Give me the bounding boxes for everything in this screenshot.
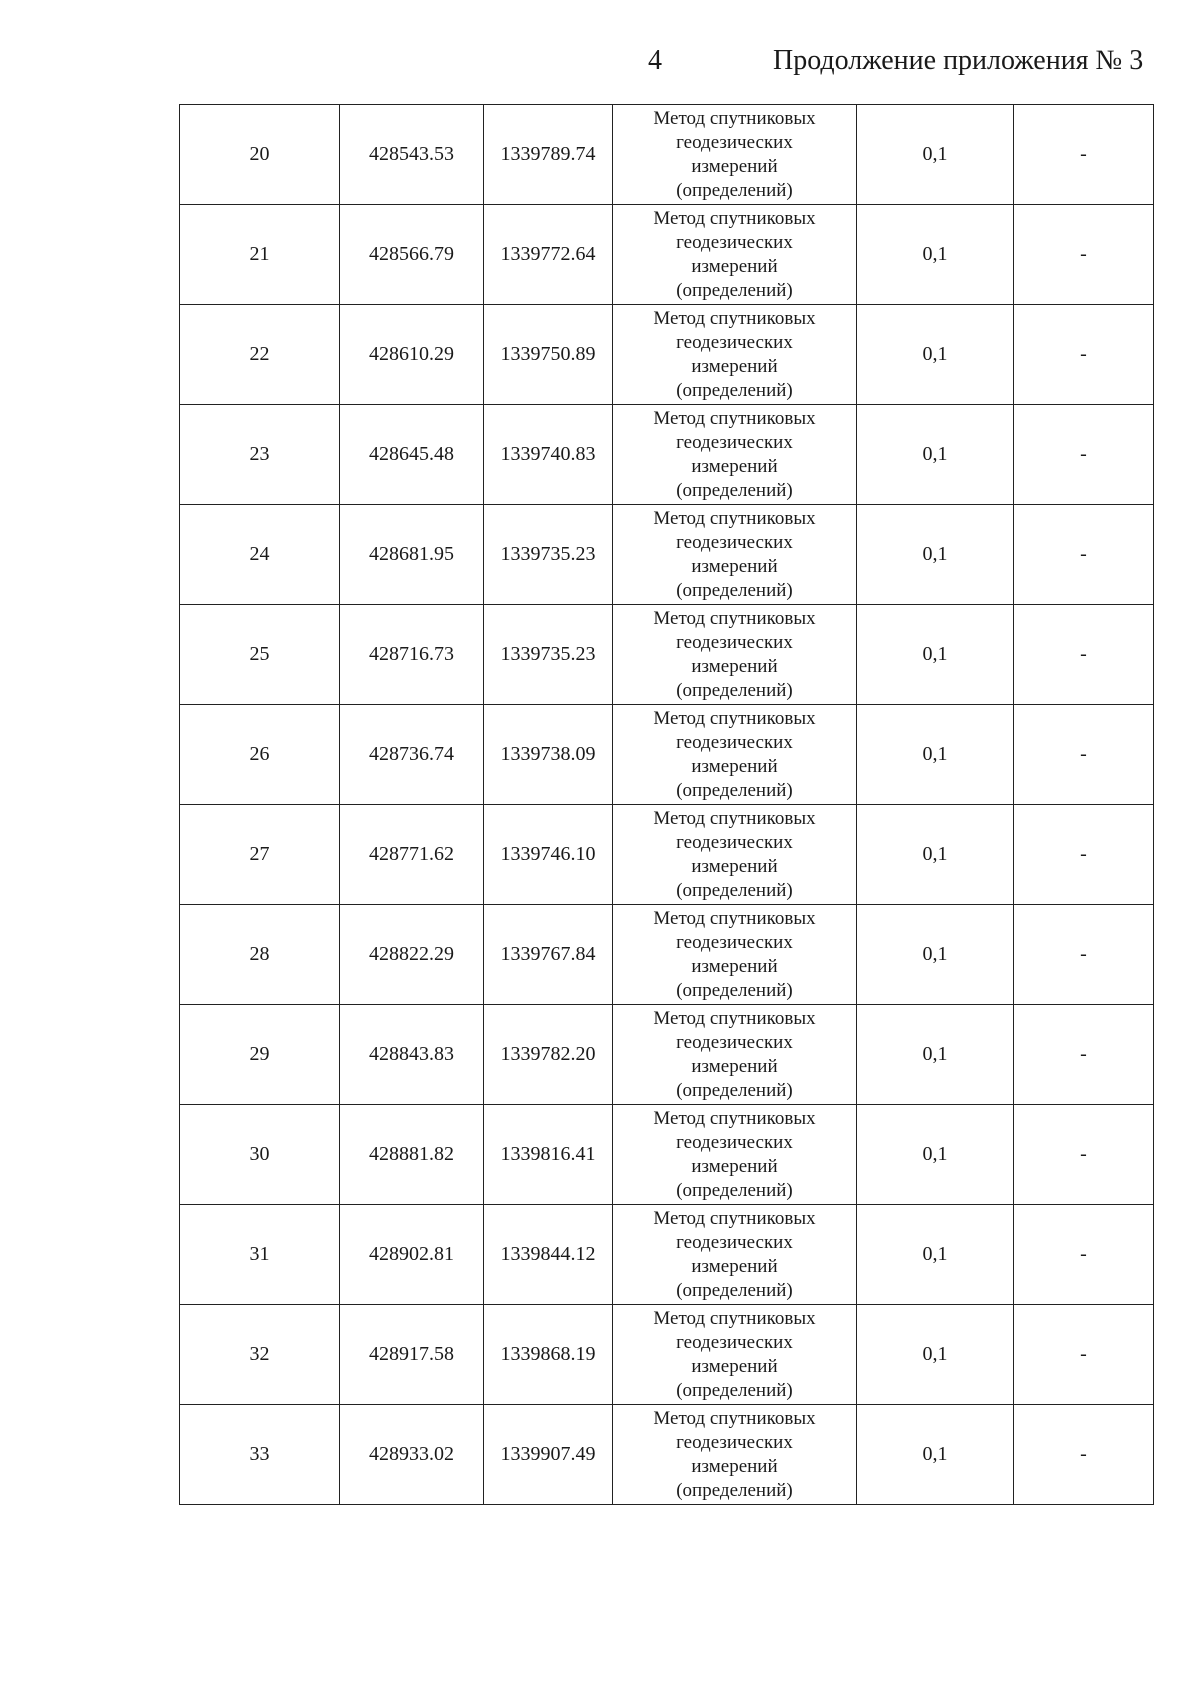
- method-line: измерений: [691, 1055, 778, 1077]
- table-row: [180, 1005, 1154, 1105]
- method-cell: [613, 905, 857, 1005]
- method-line: геодезических: [676, 1331, 793, 1353]
- coordinates-table-body: [180, 105, 1154, 1505]
- note-cell: -: [1014, 105, 1154, 205]
- x-coordinate-cell: 428645.48: [340, 405, 484, 505]
- method-line: геодезических: [676, 331, 793, 353]
- point-number-cell: 33: [180, 1405, 340, 1505]
- method-line: (определений): [676, 179, 793, 201]
- method-line: (определений): [676, 1479, 793, 1501]
- method-line: Метод спутниковых: [653, 1207, 816, 1229]
- x-coordinate-cell: 428771.62: [340, 805, 484, 905]
- y-coordinate-cell: 1339816.41: [484, 1105, 613, 1205]
- point-number-cell: 32: [180, 1305, 340, 1405]
- method-cell: [613, 1005, 857, 1105]
- page-number: 4: [648, 45, 662, 76]
- note-cell: -: [1014, 205, 1154, 305]
- point-number-cell: 22: [180, 305, 340, 405]
- method-line: (определений): [676, 1379, 793, 1401]
- method-line: Метод спутниковых: [653, 507, 816, 529]
- method-line: Метод спутниковых: [653, 1007, 816, 1029]
- method-line: Метод спутниковых: [653, 407, 816, 429]
- x-coordinate-cell: 428681.95: [340, 505, 484, 605]
- method-line: измерений: [691, 455, 778, 477]
- note-cell: -: [1014, 505, 1154, 605]
- point-number-cell: 29: [180, 1005, 340, 1105]
- x-coordinate-cell: 428716.73: [340, 605, 484, 705]
- table-row: [180, 505, 1154, 605]
- table-row: [180, 705, 1154, 805]
- method-line: геодезических: [676, 1231, 793, 1253]
- x-coordinate-cell: 428917.58: [340, 1305, 484, 1405]
- table-row: [180, 605, 1154, 705]
- table-row: [180, 405, 1154, 505]
- table-row: [180, 1305, 1154, 1405]
- method-line: (определений): [676, 479, 793, 501]
- method-cell: [613, 305, 857, 405]
- accuracy-cell: 0,1: [857, 805, 1014, 905]
- accuracy-cell: 0,1: [857, 1205, 1014, 1305]
- x-coordinate-cell: 428902.81: [340, 1205, 484, 1305]
- method-line: измерений: [691, 855, 778, 877]
- method-line: измерений: [691, 955, 778, 977]
- table-row: [180, 1405, 1154, 1505]
- method-line: геодезических: [676, 1131, 793, 1153]
- y-coordinate-cell: 1339907.49: [484, 1405, 613, 1505]
- method-line: Метод спутниковых: [653, 1407, 816, 1429]
- method-line: геодезических: [676, 531, 793, 553]
- y-coordinate-cell: 1339740.83: [484, 405, 613, 505]
- note-cell: -: [1014, 405, 1154, 505]
- table-row: [180, 1205, 1154, 1305]
- accuracy-cell: 0,1: [857, 1105, 1014, 1205]
- x-coordinate-cell: 428566.79: [340, 205, 484, 305]
- method-cell: [613, 1205, 857, 1305]
- method-line: геодезических: [676, 631, 793, 653]
- method-line: измерений: [691, 155, 778, 177]
- y-coordinate-cell: 1339750.89: [484, 305, 613, 405]
- method-line: геодезических: [676, 831, 793, 853]
- method-cell: [613, 105, 857, 205]
- note-cell: -: [1014, 305, 1154, 405]
- table-row: [180, 905, 1154, 1005]
- accuracy-cell: 0,1: [857, 505, 1014, 605]
- y-coordinate-cell: 1339844.12: [484, 1205, 613, 1305]
- accuracy-cell: 0,1: [857, 105, 1014, 205]
- method-line: измерений: [691, 1255, 778, 1277]
- method-line: Метод спутниковых: [653, 207, 816, 229]
- method-line: измерений: [691, 1155, 778, 1177]
- method-cell: [613, 605, 857, 705]
- point-number-cell: 23: [180, 405, 340, 505]
- method-line: измерений: [691, 1355, 778, 1377]
- x-coordinate-cell: 428610.29: [340, 305, 484, 405]
- method-line: (определений): [676, 579, 793, 601]
- method-line: Метод спутниковых: [653, 307, 816, 329]
- method-line: Метод спутниковых: [653, 807, 816, 829]
- method-line: измерений: [691, 655, 778, 677]
- method-line: Метод спутниковых: [653, 907, 816, 929]
- point-number-cell: 25: [180, 605, 340, 705]
- method-line: геодезических: [676, 1031, 793, 1053]
- point-number-cell: 30: [180, 1105, 340, 1205]
- x-coordinate-cell: 428822.29: [340, 905, 484, 1005]
- table-row: [180, 105, 1154, 205]
- y-coordinate-cell: 1339746.10: [484, 805, 613, 905]
- coordinates-table: [179, 104, 1154, 1505]
- method-line: измерений: [691, 255, 778, 277]
- x-coordinate-cell: 428843.83: [340, 1005, 484, 1105]
- accuracy-cell: 0,1: [857, 705, 1014, 805]
- method-line: геодезических: [676, 131, 793, 153]
- note-cell: -: [1014, 705, 1154, 805]
- note-cell: -: [1014, 805, 1154, 905]
- y-coordinate-cell: 1339789.74: [484, 105, 613, 205]
- method-line: геодезических: [676, 931, 793, 953]
- note-cell: -: [1014, 605, 1154, 705]
- method-line: (определений): [676, 1279, 793, 1301]
- x-coordinate-cell: 428736.74: [340, 705, 484, 805]
- y-coordinate-cell: 1339782.20: [484, 1005, 613, 1105]
- accuracy-cell: 0,1: [857, 305, 1014, 405]
- point-number-cell: 27: [180, 805, 340, 905]
- method-line: (определений): [676, 979, 793, 1001]
- point-number-cell: 20: [180, 105, 340, 205]
- note-cell: -: [1014, 1305, 1154, 1405]
- method-cell: [613, 1105, 857, 1205]
- point-number-cell: 24: [180, 505, 340, 605]
- x-coordinate-cell: 428933.02: [340, 1405, 484, 1505]
- method-line: Метод спутниковых: [653, 1107, 816, 1129]
- method-line: (определений): [676, 879, 793, 901]
- y-coordinate-cell: 1339738.09: [484, 705, 613, 805]
- method-line: Метод спутниковых: [653, 107, 816, 129]
- table-row: [180, 205, 1154, 305]
- point-number-cell: 31: [180, 1205, 340, 1305]
- table-row: [180, 805, 1154, 905]
- method-line: геодезических: [676, 231, 793, 253]
- continuation-title: Продолжение приложения № 3: [773, 45, 1144, 76]
- y-coordinate-cell: 1339735.23: [484, 605, 613, 705]
- y-coordinate-cell: 1339868.19: [484, 1305, 613, 1405]
- accuracy-cell: 0,1: [857, 1405, 1014, 1505]
- accuracy-cell: 0,1: [857, 405, 1014, 505]
- method-line: (определений): [676, 1179, 793, 1201]
- note-cell: -: [1014, 905, 1154, 1005]
- method-cell: [613, 705, 857, 805]
- method-line: (определений): [676, 779, 793, 801]
- method-line: Метод спутниковых: [653, 607, 816, 629]
- note-cell: -: [1014, 1205, 1154, 1305]
- method-line: Метод спутниковых: [653, 707, 816, 729]
- method-line: (определений): [676, 379, 793, 401]
- method-line: геодезических: [676, 1431, 793, 1453]
- method-line: (определений): [676, 679, 793, 701]
- point-number-cell: 21: [180, 205, 340, 305]
- method-cell: [613, 205, 857, 305]
- accuracy-cell: 0,1: [857, 605, 1014, 705]
- method-line: измерений: [691, 355, 778, 377]
- method-line: (определений): [676, 279, 793, 301]
- method-line: Метод спутниковых: [653, 1307, 816, 1329]
- note-cell: -: [1014, 1005, 1154, 1105]
- accuracy-cell: 0,1: [857, 905, 1014, 1005]
- point-number-cell: 28: [180, 905, 340, 1005]
- method-line: геодезических: [676, 731, 793, 753]
- method-cell: [613, 405, 857, 505]
- x-coordinate-cell: 428543.53: [340, 105, 484, 205]
- y-coordinate-cell: 1339767.84: [484, 905, 613, 1005]
- method-cell: [613, 1305, 857, 1405]
- method-line: (определений): [676, 1079, 793, 1101]
- table-row: [180, 305, 1154, 405]
- y-coordinate-cell: 1339735.23: [484, 505, 613, 605]
- note-cell: -: [1014, 1105, 1154, 1205]
- method-cell: [613, 1405, 857, 1505]
- accuracy-cell: 0,1: [857, 1005, 1014, 1105]
- method-cell: [613, 505, 857, 605]
- x-coordinate-cell: 428881.82: [340, 1105, 484, 1205]
- note-cell: -: [1014, 1405, 1154, 1505]
- accuracy-cell: 0,1: [857, 1305, 1014, 1405]
- method-cell: [613, 805, 857, 905]
- y-coordinate-cell: 1339772.64: [484, 205, 613, 305]
- method-line: геодезических: [676, 431, 793, 453]
- method-line: измерений: [691, 1455, 778, 1477]
- point-number-cell: 26: [180, 705, 340, 805]
- method-line: измерений: [691, 555, 778, 577]
- method-line: измерений: [691, 755, 778, 777]
- accuracy-cell: 0,1: [857, 205, 1014, 305]
- table-row: [180, 1105, 1154, 1205]
